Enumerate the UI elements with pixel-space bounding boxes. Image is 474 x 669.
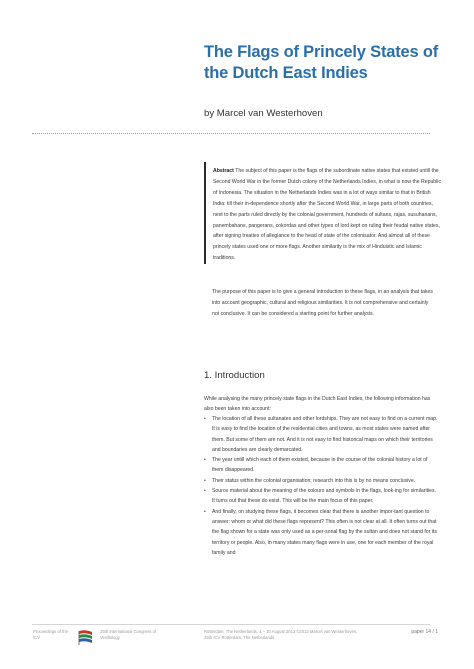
list-item: • The location of all these sultanates and other lordships. They are not easy to find on a current map. It is easy to find the location of the residential cities and towns, as most states were named after them. But some of them are not. And it is not easy to find historical maps on which their territories and boundaries are clearly demarcated. bbox=[204, 414, 440, 455]
purpose-paragraph: The purpose of this paper is to give a general introduction to these flags, in an analysis that takes into account geographic, cultural and religious similarities. It is not comprehensive and certainly not conclusive. It can be considered a starting point for further analysis. bbox=[212, 289, 433, 317]
abstract-label: Abstract bbox=[213, 168, 234, 174]
footer-congress: 25th International Congress of Vexillology bbox=[100, 629, 157, 641]
abstract-block bbox=[204, 162, 441, 264]
article-byline: by Marcel van Westerhoven bbox=[204, 108, 323, 119]
list-item: • The year untill which each of them existed, because in the course of the colonial history a lot of them disappeared. bbox=[204, 455, 440, 476]
article-title: The Flags of Princely States of the Dutch East Indies bbox=[204, 43, 439, 82]
list-item: • Source material about the meaning of the colours and symbols in the flags, look-ing for similarities. It turns out that these do exist. This will be the main focus of this paper. bbox=[204, 486, 440, 507]
header-divider bbox=[32, 133, 430, 134]
introduction-bullet-list bbox=[204, 414, 440, 558]
introduction-heading: 1. Introduction bbox=[204, 370, 265, 381]
footer-proceedings: Proceedings of the ICV bbox=[33, 629, 68, 641]
list-item: • Their status within the colonial organisation; research into this is by no means conclusive. bbox=[204, 476, 440, 486]
abstract-text: The subject of this paper is the flags of the subordinate native states that existed untill the Second World War in the former Dutch colony of the Netherlands Indies, in what is now the Republic of Indonesia. The situation in the Netherlands Indies was in a lot of ways similar to that in British India: till their in-dependence shortly after the Second World War, in large parts of both countries, next to the parts ruled directly by the colonial government, hundreds of sultans, rajas, susuhanans, panembahans, pangerans, cokordas and other types of lord kept on ruling their feudal native states, after signing treaties of allegiance to the head of state of the colonisator. And almost all of these princely states used one or more flags. Another similarity is the mix of Hinduistic and Islamic traditions. bbox=[213, 168, 442, 262]
congress-logo-icon bbox=[76, 629, 96, 647]
introduction-lead: While analysing the many princely state flags in the Dutch East Indies, the following information has also been taken into account: bbox=[204, 396, 431, 413]
page-number: paper 14 / 1 bbox=[411, 629, 438, 635]
abstract-paragraph bbox=[213, 166, 441, 264]
footer-divider bbox=[32, 624, 430, 625]
list-item: • And finally, on studying these flags, it becomes clear that there is another impor-tant question to answer: whom or what did these flags represent? This often is not clear at all. It often turns out that the flag shown for a state was only used as a per-sonal flag by the sultan and does not stand for its territory or people. Also, in many states many flags were in use, one for each member of the royal family and bbox=[204, 507, 440, 558]
footer-venue: Rotterdam, The Netherlands, 4 – 10 August 2013 ©2013 Marcel van Westerhoven, 25th ICV Rotterdam, The Netherlands bbox=[204, 629, 358, 641]
